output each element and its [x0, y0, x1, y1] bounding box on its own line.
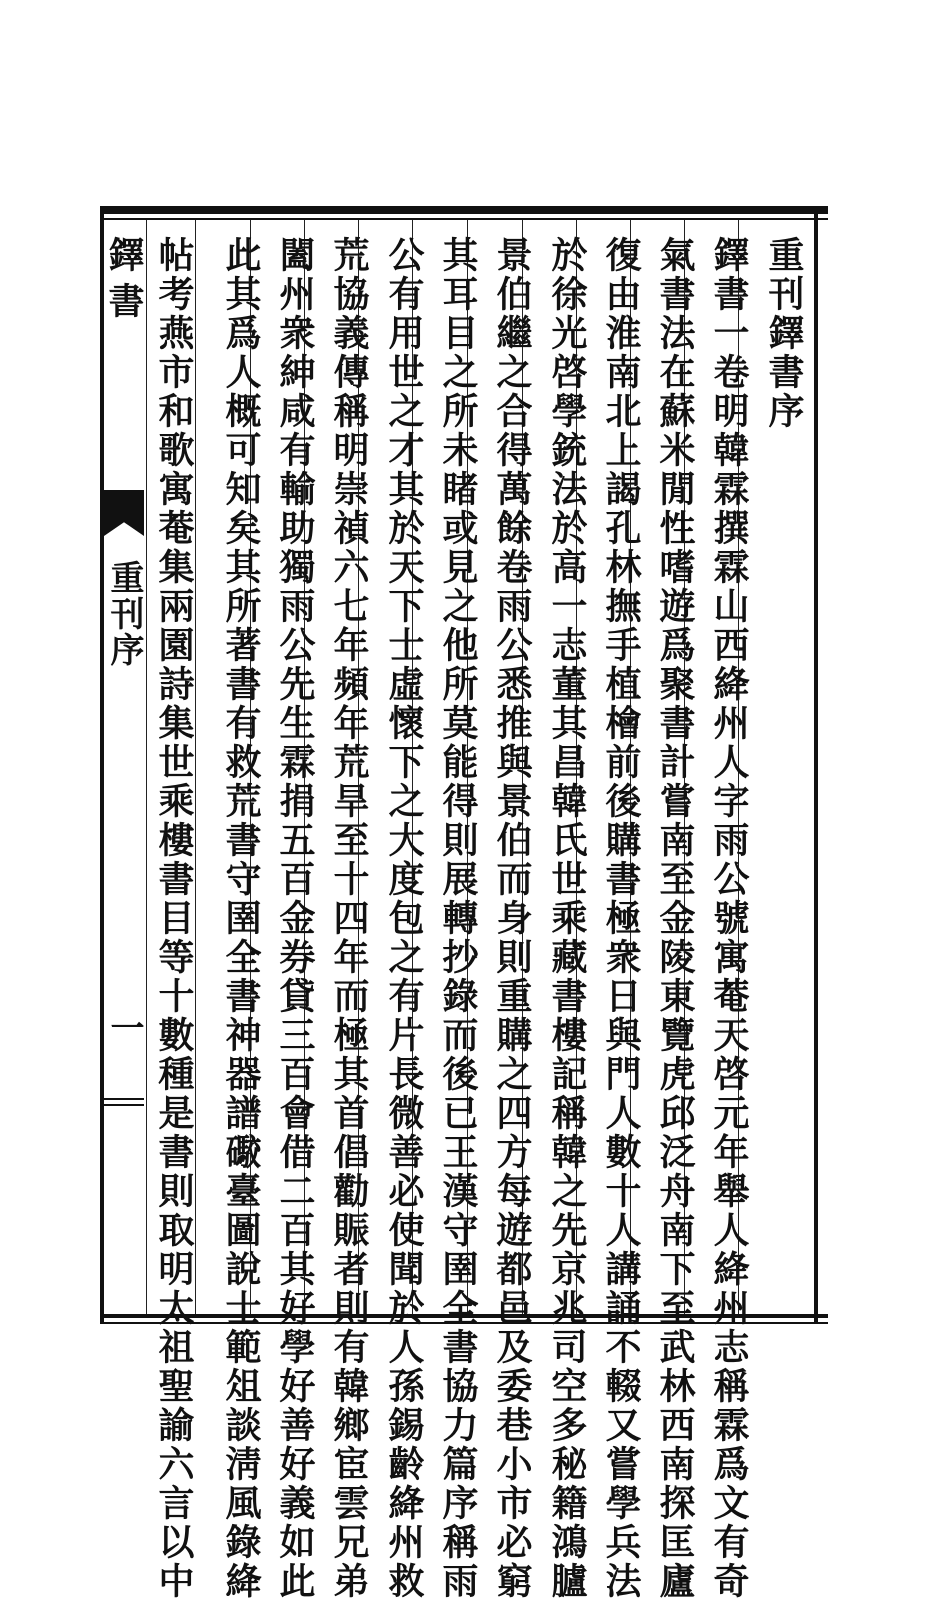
- text-column: 此其爲人概可知矣其所著書有救荒書守圉全書神器譜礮臺圖說士範俎談淸風錄絳: [220, 236, 262, 1601]
- margin-rule: [104, 1098, 144, 1100]
- text-column: 其耳目之所未睹或見之他所莫能得則展轉抄錄而後已王漢守圉全書協力篇序稱雨: [437, 236, 479, 1601]
- frame-right-border: [814, 206, 818, 1324]
- page-title: 重刊鐸書序: [763, 236, 805, 431]
- fishtail-mark: [104, 490, 144, 536]
- text-column: 氣書法在蘇米閒性嗜遊爲聚書計嘗南至金陵東覽虎邱泛舟南下至武林西南探匡廬: [654, 236, 696, 1601]
- text-column: 於徐光啓學銃法於高一志董其昌韓氏世乘藏書樓記稱韓之先京兆司空多秘籍鴻臚: [546, 236, 588, 1601]
- margin-page-number: 一: [104, 1010, 144, 1044]
- margin-rule: [104, 1104, 144, 1106]
- text-column: 闔州衆紳咸有輸助獨雨公先生霖捐五百金券貸三百會借二百其好學好善好義如此: [274, 236, 316, 1601]
- margin-section-title: 重刊序: [104, 560, 144, 668]
- text-column: 復由淮南北上謁孔林撫手植檜前後購書極衆日與門人數十人講誦不輟又嘗學兵法: [600, 236, 642, 1601]
- text-column: 公有用世之才其於天下士虛懷下之大度包之有片長微善必使聞於人孫錫齡絳州救: [383, 236, 425, 1601]
- frame-top-inner-border: [100, 218, 828, 220]
- text-column: 荒協義傳稱明崇禎六七年頻年荒旱至十四年而極其首倡勸賑者則有韓鄉宦雲兄弟: [328, 236, 370, 1601]
- text-column: 鐸書一卷明韓霖撰霖山西絳州人字雨公號寓菴天啓元年舉人絳州志稱霖爲文有奇: [708, 236, 750, 1601]
- frame-left-border: [100, 206, 104, 1324]
- text-column: 景伯繼之合得萬餘卷雨公悉推與景伯而身則重購之四方每遊都邑及委巷小市必窮: [491, 236, 533, 1601]
- margin-book-title: 鐸書: [103, 236, 145, 328]
- column-rule: [146, 220, 147, 1314]
- text-column: 帖考燕市和歌寓菴集兩園詩集世乘樓書目等十數種是書則取明太祖聖諭六言以中: [153, 236, 195, 1601]
- frame-top-border: [100, 206, 828, 214]
